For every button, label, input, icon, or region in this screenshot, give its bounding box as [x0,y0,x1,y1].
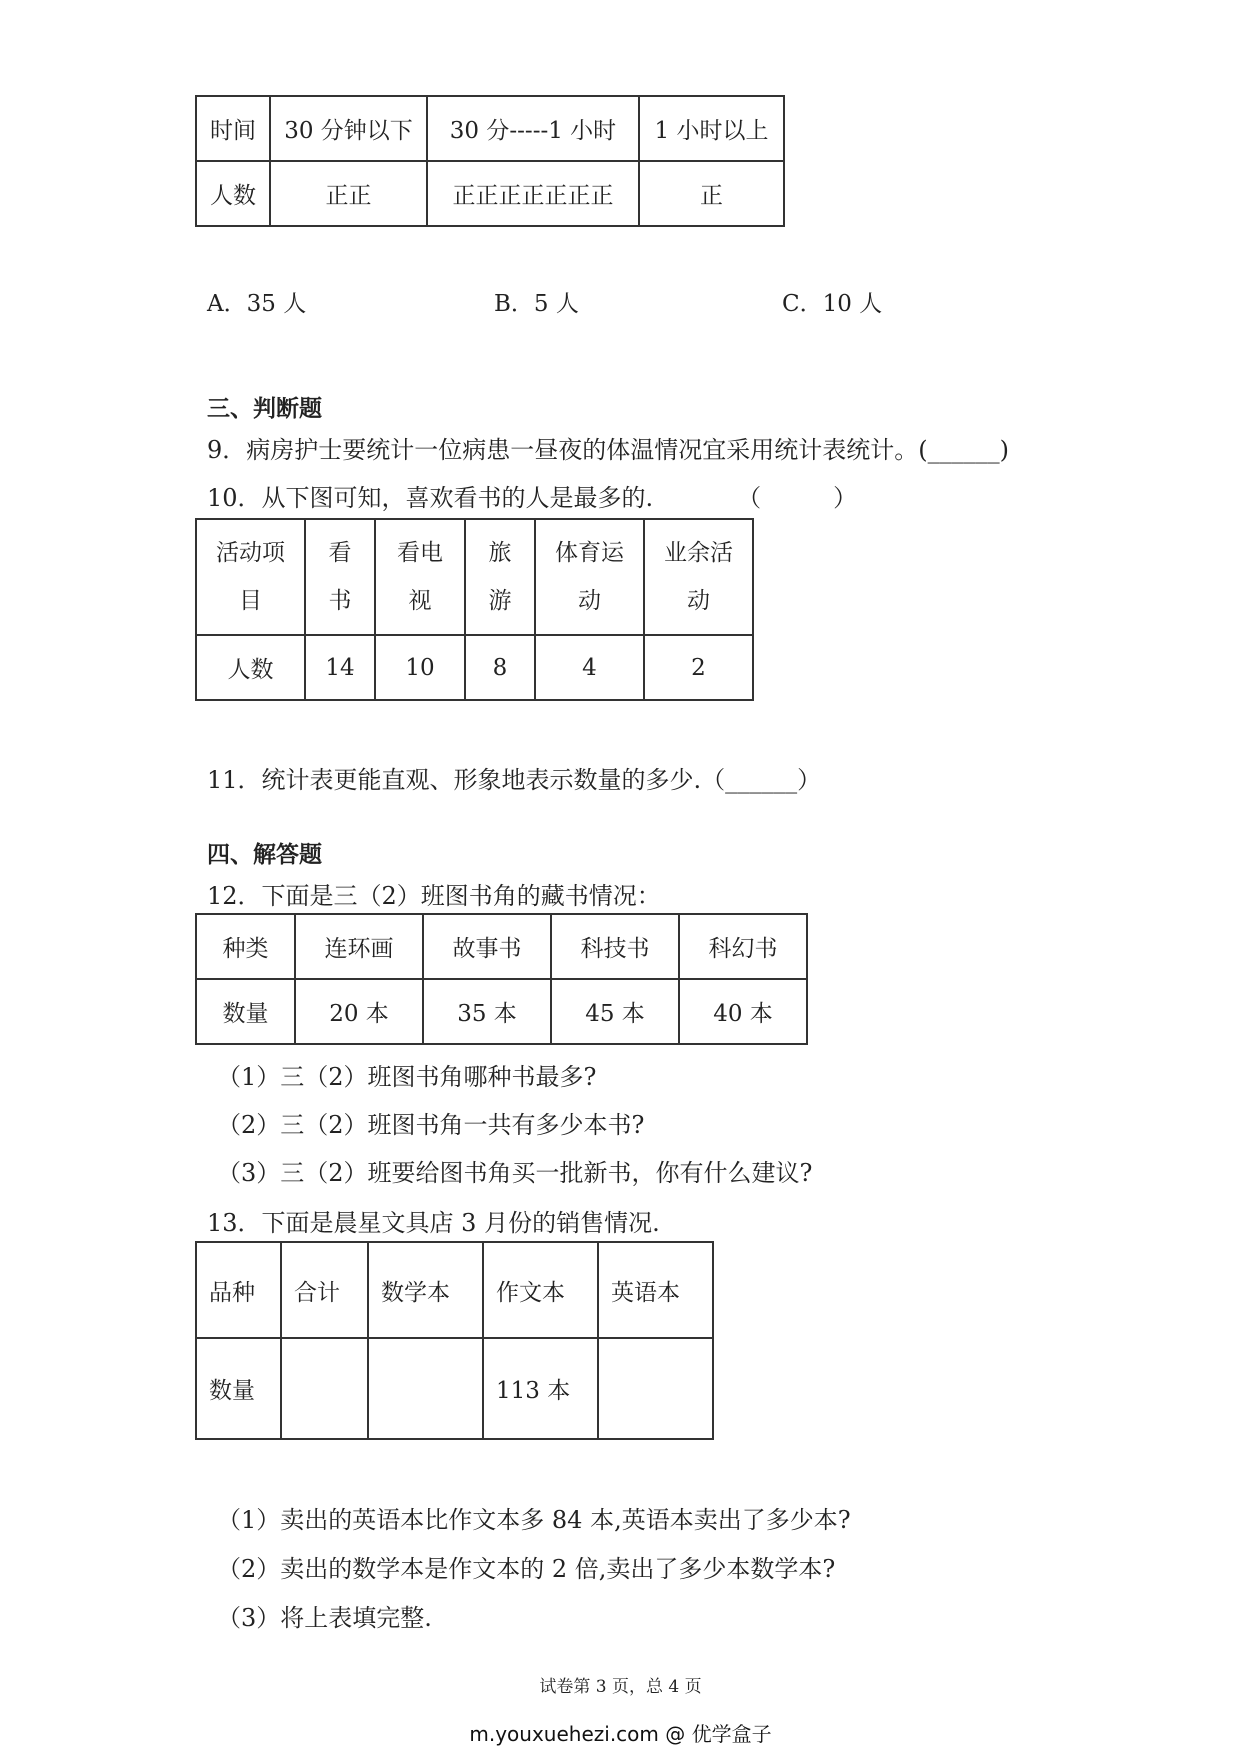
table-row-label: 数量 [196,979,295,1044]
table-cell: 正正正正正正正 [427,161,639,226]
question-13: 13．下面是晨星文具店 3 月份的销售情况. [207,1209,660,1237]
option-a: A．35 人 [207,291,307,317]
table-cell [368,1338,483,1439]
table-header-cell: 体育运 动 [535,519,644,635]
question-9: 9．病房护士要统计一位病患一昼夜的体温情况宜采用统计表统计。(______) [207,436,1009,464]
table-cell: 4 [535,635,644,700]
table-header-cell: 合计 [281,1242,368,1338]
table-cell: 20 本 [295,979,423,1044]
question-10: 10．从下图可知，喜欢看书的人是最多的. （ ） [207,484,858,512]
question-12-sub: （2）三（2）班图书角一共有多少本书? [217,1111,645,1139]
table-row-label: 人数 [196,161,270,226]
table-header-cell: 业余活 动 [644,519,753,635]
table-header-cell: 故事书 [423,914,551,979]
table-header-cell: 看 书 [305,519,375,635]
time-tally-table [195,95,785,227]
table-header-cell: 看电 视 [375,519,465,635]
question-13-sub: （2）卖出的数学本是作文本的 2 倍,卖出了多少本数学本? [217,1555,836,1583]
option-c: C．10 人 [782,291,883,317]
table-header-cell: 品种 [196,1242,281,1338]
table-header-cell: 30 分钟以下 [270,96,427,161]
question-12-sub: （1）三（2）班图书角哪种书最多? [217,1063,597,1091]
table-header-cell: 作文本 [483,1242,598,1338]
sales-table [195,1241,714,1440]
section-title: 三、判断题 [207,396,322,422]
question-12-sub: （3）三（2）班要给图书角买一批新书，你有什么建议? [217,1159,813,1187]
table-header-cell: 英语本 [598,1242,713,1338]
table-cell: 10 [375,635,465,700]
table-cell: 40 本 [679,979,807,1044]
page-footer: 试卷第 3 页，总 4 页 [539,1677,702,1697]
table-header-cell: 旅 游 [465,519,535,635]
table-header-cell: 科幻书 [679,914,807,979]
table-cell: 113 本 [483,1338,598,1439]
table-cell: 35 本 [423,979,551,1044]
table-cell: 45 本 [551,979,679,1044]
question-12: 12．下面是三（2）班图书角的藏书情况： [207,882,661,910]
table-header-cell: 连环画 [295,914,423,979]
question-13-sub: （3）将上表填完整. [217,1604,432,1632]
table-header-cell: 活动项 目 [196,519,305,635]
table-cell: 14 [305,635,375,700]
table-cell: 8 [465,635,535,700]
table-cell [281,1338,368,1439]
book-inventory-table [195,913,808,1045]
activity-table [195,518,754,701]
table-cell: 正 [639,161,784,226]
table-cell: 2 [644,635,753,700]
table-row-label: 数量 [196,1338,281,1439]
question-13-sub: （1）卖出的英语本比作文本多 84 本,英语本卖出了多少本? [217,1506,851,1534]
section-title: 四、解答题 [207,842,322,868]
table-header-cell: 数学本 [368,1242,483,1338]
table-header-cell: 种类 [196,914,295,979]
watermark: m.youxuehezi.com @ 优学盒子 [469,1722,772,1746]
table-header-cell: 时间 [196,96,270,161]
option-b: B．5 人 [494,291,579,317]
table-cell: 正正 [270,161,427,226]
table-cell [598,1338,713,1439]
table-header-cell: 30 分-----1 小时 [427,96,639,161]
table-row-label: 人数 [196,635,305,700]
table-header-cell: 1 小时以上 [639,96,784,161]
question-11: 11．统计表更能直观、形象地表示数量的多少.（______） [207,766,822,794]
table-header-cell: 科技书 [551,914,679,979]
